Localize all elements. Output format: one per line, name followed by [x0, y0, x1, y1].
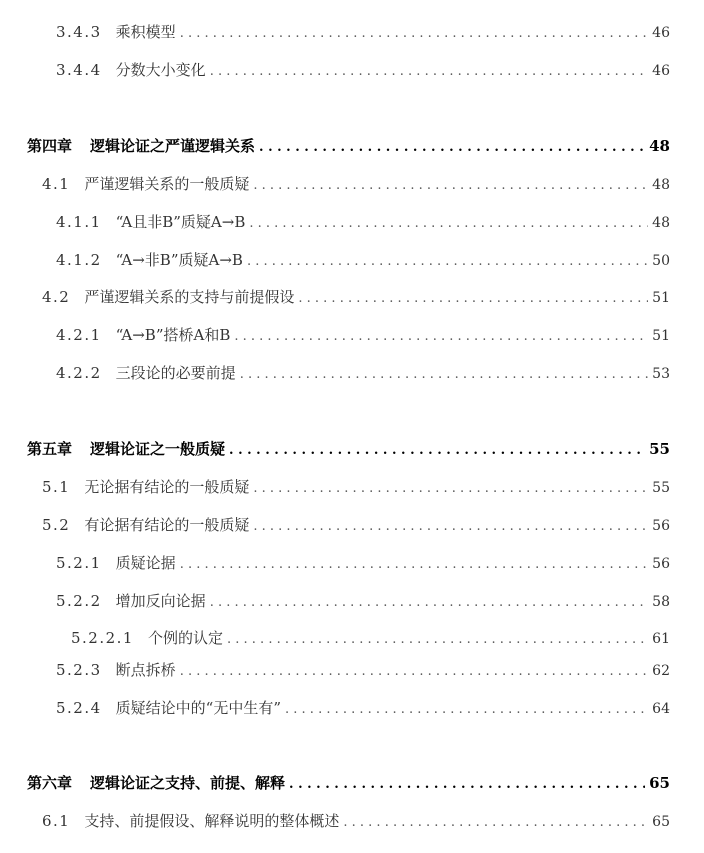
dot-leader	[289, 775, 645, 795]
toc-entry-title: 质疑论据	[115, 554, 176, 572]
toc-entry-title: 严谨逻辑关系的一般质疑	[84, 175, 250, 193]
toc-entry-title: 分数大小变化	[115, 61, 206, 79]
toc-entry-title: 无论据有结论的一般质疑	[84, 478, 250, 496]
dot-leader	[229, 441, 645, 461]
toc-entry-title: 质疑结论中的“无中生有”	[115, 699, 282, 717]
toc-entry[interactable]	[0, 515, 670, 537]
dot-leader	[253, 479, 648, 499]
toc-entry-title: “A且非B”质疑A→B	[115, 213, 246, 231]
toc-entry[interactable]	[0, 325, 670, 347]
toc-entry[interactable]	[0, 250, 670, 272]
toc-entry-page: 46	[652, 63, 670, 79]
dot-leader	[285, 700, 648, 720]
toc-entry-page: 58	[652, 594, 670, 610]
toc-entry-number: 5.2	[42, 516, 71, 534]
dot-leader	[253, 176, 648, 196]
toc-entry-number: 4.1.2	[56, 251, 102, 269]
toc-entry-title: “A→非B”质疑A→B	[115, 251, 243, 269]
toc-entry-title: 乘积模型	[115, 23, 176, 41]
dot-leader	[234, 327, 648, 347]
toc-entry-page: 46	[652, 25, 670, 41]
toc-entry-page: 50	[652, 253, 670, 269]
toc-entry-number: 4.2.1	[56, 326, 102, 344]
dot-leader	[249, 214, 648, 234]
toc-entry[interactable]	[0, 363, 670, 385]
dot-leader	[343, 813, 648, 833]
toc-entry-page: 65	[652, 814, 670, 830]
toc-entry-number: 4.2	[42, 288, 71, 306]
toc-entry[interactable]	[0, 212, 670, 234]
dot-leader	[227, 630, 648, 650]
toc-entry-page: 61	[652, 631, 670, 647]
toc-chapter-entry[interactable]	[0, 773, 670, 795]
toc-entry[interactable]	[0, 591, 670, 613]
toc-entry-title: 有论据有结论的一般质疑	[84, 516, 250, 534]
toc-chapter-number: 第六章	[27, 774, 73, 792]
toc-entry-number: 5.2.2.1	[71, 629, 134, 647]
dot-leader	[247, 252, 648, 272]
toc-entry-title: 增加反向论据	[115, 592, 206, 610]
toc-entry-page: 64	[652, 701, 670, 717]
toc-chapter-page: 65	[649, 774, 670, 792]
toc-entry-number: 5.2.3	[56, 661, 102, 679]
dot-leader	[259, 138, 645, 158]
toc-chapter-title: 逻辑论证之严谨逻辑关系	[90, 137, 256, 155]
dot-leader	[210, 62, 648, 82]
toc-chapter-title: 逻辑论证之一般质疑	[90, 440, 226, 458]
dot-leader	[180, 24, 648, 44]
toc-chapter-page: 48	[649, 137, 670, 155]
toc-entry-page: 62	[652, 663, 670, 679]
toc-entry-number: 4.2.2	[56, 364, 102, 382]
toc-entry-title: 严谨逻辑关系的支持与前提假设	[84, 288, 295, 306]
toc-entry-page: 48	[652, 177, 670, 193]
dot-leader	[253, 517, 648, 537]
toc-entry-page: 56	[652, 556, 670, 572]
toc-entry[interactable]	[0, 60, 670, 82]
toc-entry-number: 6.1	[42, 812, 71, 830]
toc-entry-number: 3.4.4	[56, 61, 102, 79]
toc-entry[interactable]	[0, 698, 670, 720]
toc-chapter-title: 逻辑论证之支持、前提、解释	[90, 774, 286, 792]
dot-leader	[180, 662, 648, 682]
toc-chapter-entry[interactable]	[0, 136, 670, 158]
toc-entry[interactable]	[0, 477, 670, 499]
toc-entry-number: 5.2.1	[56, 554, 102, 572]
toc-entry-page: 53	[652, 366, 670, 382]
toc-entry-number: 4.1	[42, 175, 71, 193]
toc-entry[interactable]	[0, 811, 670, 833]
toc-entry-title: 断点拆桥	[115, 661, 176, 679]
toc-entry-page: 51	[652, 328, 670, 344]
dot-leader	[180, 555, 648, 575]
toc-entry[interactable]	[0, 628, 670, 650]
toc-entry-number: 5.2.2	[56, 592, 102, 610]
toc-entry[interactable]	[0, 174, 670, 196]
toc-entry-page: 48	[652, 215, 670, 231]
toc-entry-page: 55	[652, 480, 670, 496]
toc-entry[interactable]	[0, 553, 670, 575]
toc-entry-title: 支持、前提假设、解释说明的整体概述	[84, 812, 340, 830]
dot-leader	[240, 365, 648, 385]
toc-entry[interactable]	[0, 660, 670, 682]
toc-entry[interactable]	[0, 287, 670, 309]
toc-entry-number: 5.1	[42, 478, 71, 496]
toc-entry-number: 3.4.3	[56, 23, 102, 41]
toc-entry-title: “A→B”搭桥A和B	[115, 326, 231, 344]
toc-chapter-entry[interactable]	[0, 439, 670, 461]
toc-entry-title: 个例的认定	[147, 629, 223, 647]
dot-leader	[210, 593, 648, 613]
toc-chapter-number: 第五章	[27, 440, 73, 458]
toc-entry-page: 56	[652, 518, 670, 534]
toc-entry[interactable]	[0, 22, 670, 44]
toc-entry-number: 4.1.1	[56, 213, 102, 231]
toc-entry-number: 5.2.4	[56, 699, 102, 717]
dot-leader	[298, 289, 648, 309]
toc-chapter-page: 55	[649, 440, 670, 458]
toc-entry-title: 三段论的必要前提	[115, 364, 236, 382]
toc-chapter-number: 第四章	[27, 137, 73, 155]
toc-entry-page: 51	[652, 290, 670, 306]
